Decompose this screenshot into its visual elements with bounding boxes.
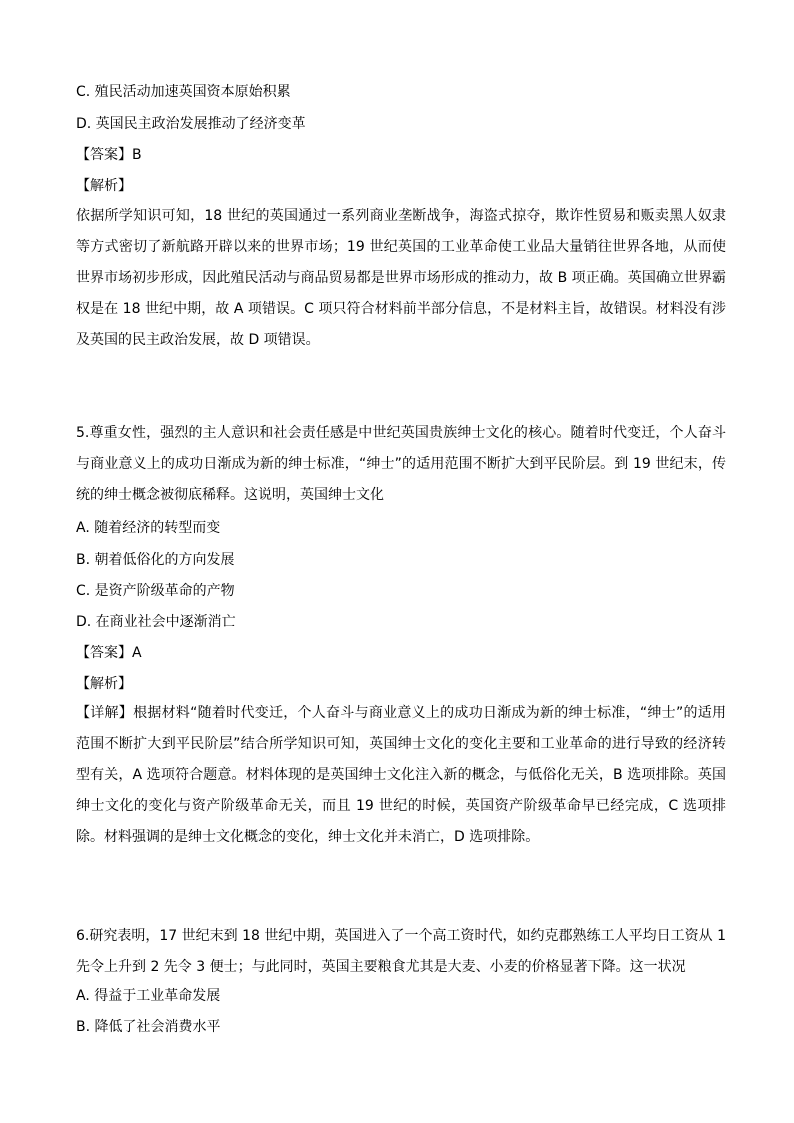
q6-option-b: B. 降低了社会消费水平 — [76, 1019, 221, 1035]
q4-option-d: D. 英国民主政治发展推动了经济变革 — [76, 116, 306, 132]
q4-option-c: C. 殖民活动加速英国资本原始积累 — [76, 84, 291, 100]
q5-analysis-text: 【详解】根据材料“随着时代变迁，个人奋斗与商业意义上的成功日渐成为新的绅士标准，“绅士”的适用范围不断扩大到平民阶层”结合所学知识可知，英国绅士文化的变化主要和工业革命的进行导致的经济转型有关，A 选项符合题意。材料体现的是英国绅士文化注入新的概念，与低俗化无关，B 选项排除。英国绅士文化的变化与资产阶级革命无关，而且 19 世纪的时候，英国资产阶级革命早已经完成，C 选项排除。材料强调的是绅士文化概念的变化，绅士文化并未消亡，D 选项排除。 — [76, 705, 726, 845]
q5-option-a: A. 随着经济的转型而变 — [76, 520, 221, 536]
q4-analysis-text: 依据所学知识可知，18 世纪的英国通过一系列商业垄断战争，海盗式掠夺，欺诈性贸易和贩卖黑人奴隶等方式密切了新航路开辟以来的世界市场；19 世纪英国的工业革命使工业品大量销往世界各地，从而使世界市场初步形成，因此殖民活动与商品贸易都是世界市场形成的推动力，故 B 项正确。英国确立世界霸权是在 18 世纪中期，故 A 项错误。C 项只符合材料前半部分信息，不是材料主旨，故错误。材料没有涉及英国的民主政治发展，故 D 项错误。 — [76, 208, 726, 348]
q4-analysis-label: 【解析】 — [76, 178, 132, 194]
q5-option-b: B. 朝着低俗化的方向发展 — [76, 552, 235, 568]
q5-option-d: D. 在商业社会中逐渐消亡 — [76, 614, 236, 630]
q4-answer: 【答案】B — [76, 147, 142, 163]
q6-stem: 6.研究表明，17 世纪末到 18 世纪中期，英国进入了一个高工资时代，如约克郡熟练工人平均日工资从 1 先令上升到 2 先令 3 便士；与此同时，英国主要粮食尤其是大麦、小麦的价格显著下降。这一状况 — [76, 928, 726, 975]
q5-analysis-label: 【解析】 — [76, 676, 132, 692]
q6-option-a: A. 得益于工业革命发展 — [76, 988, 221, 1004]
q5-answer: 【答案】A — [76, 645, 142, 661]
q5-stem: 5.尊重女性，强烈的主人意识和社会责任感是中世纪英国贵族绅士文化的核心。随着时代变迁，个人奋斗与商业意义上的成功日渐成为新的绅士标准，“绅士”的适用范围不断扩大到平民阶层。到 19 世纪末，传统的绅士概念被彻底稀释。这说明，英国绅士文化 — [76, 425, 726, 503]
q5-option-c: C. 是资产阶级革命的产物 — [76, 583, 235, 599]
